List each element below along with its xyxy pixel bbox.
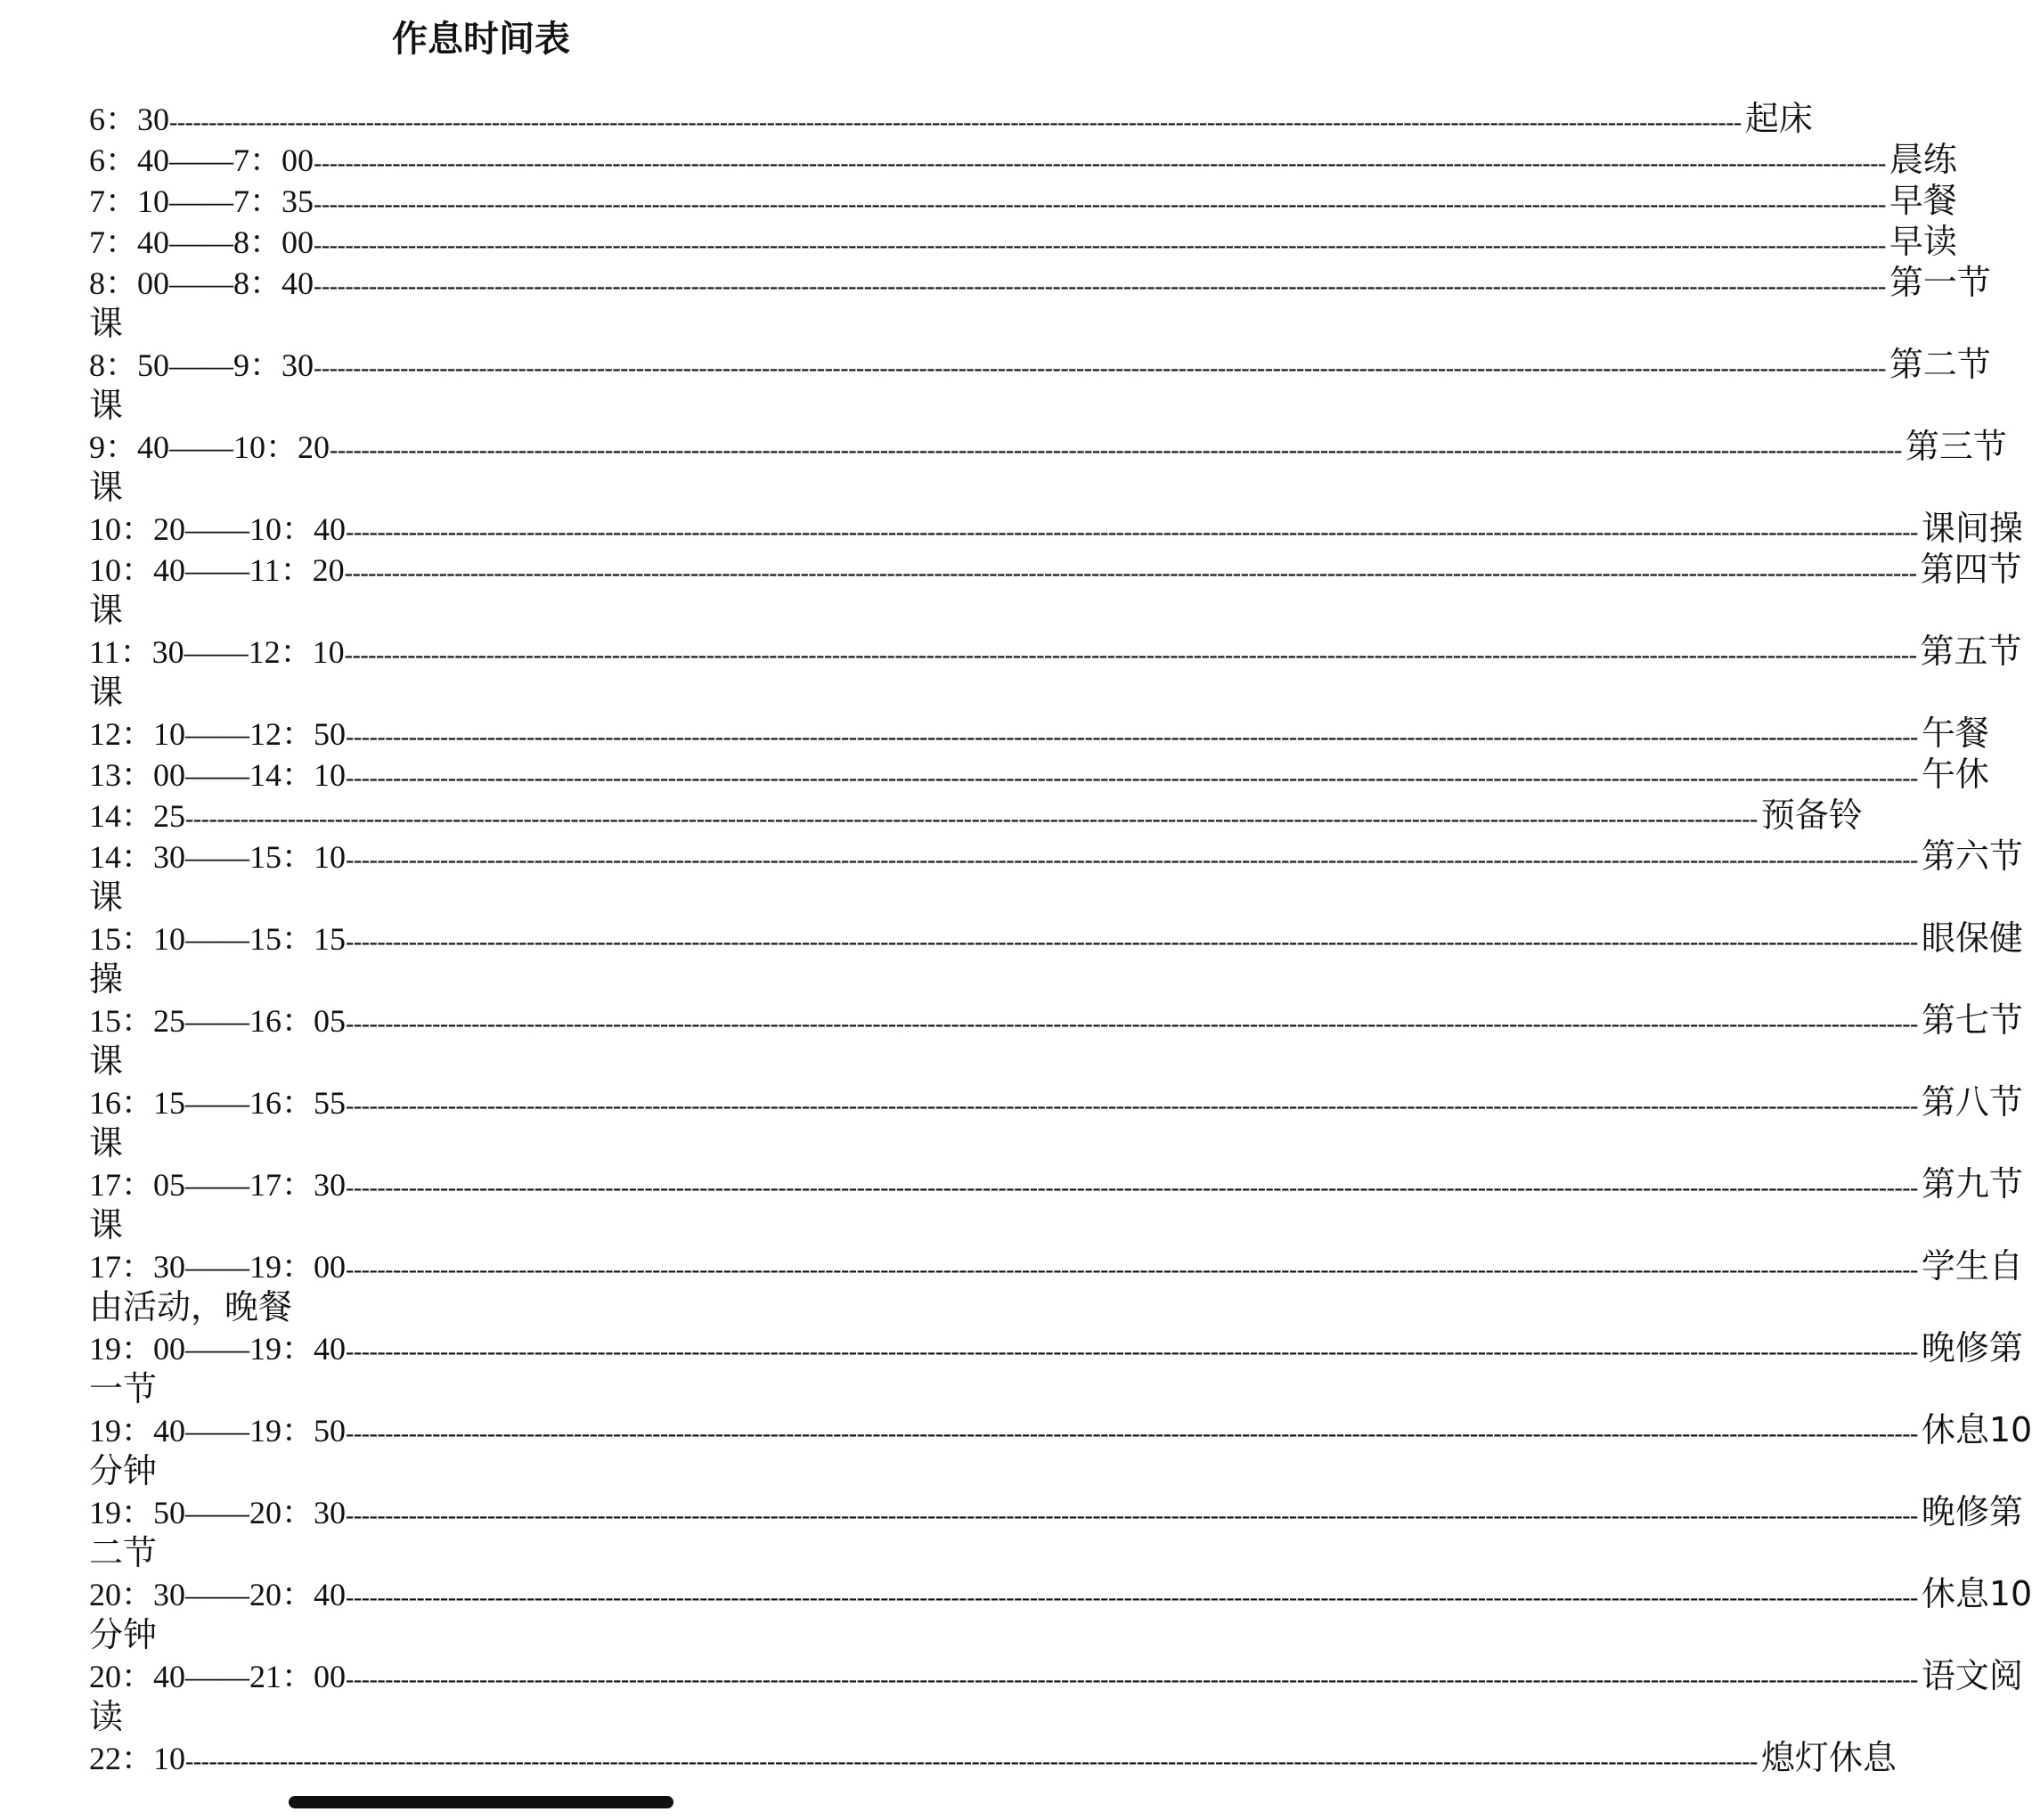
- schedule-row: [89, 1327, 2023, 1409]
- dotted-leader: --------------------------------------------------------------------------------------------------------------------------------------------------------------------------------------------------------: [346, 1420, 1918, 1448]
- schedule-row: [89, 508, 2023, 549]
- schedule-activity: 晚修第: [1921, 1492, 2023, 1531]
- schedule-activity-continued: 课: [89, 1041, 124, 1081]
- schedule-row: [89, 180, 1957, 221]
- schedule-time: 20：30——20：40: [89, 1577, 347, 1612]
- schedule-activity-continued: 由活动，晚餐: [89, 1287, 293, 1326]
- schedule-activity: 第四节: [1920, 550, 2022, 589]
- schedule-activity-continued: 一节: [89, 1369, 158, 1408]
- schedule-time: 7：10——7：35: [89, 184, 314, 219]
- schedule-time: 8：00——8：40: [89, 265, 314, 301]
- schedule-time: 17：05——17：30: [89, 1167, 347, 1203]
- schedule-row: [89, 98, 1813, 139]
- schedule-activity-continued: 课: [89, 386, 124, 425]
- dotted-leader: --------------------------------------------------------------------------------------------------------------------------------------------------------------------------------------------------------: [314, 355, 1886, 382]
- dotted-leader: --------------------------------------------------------------------------------------------------------------------------------------------------------------------------------------------------------: [344, 559, 1917, 587]
- schedule-activity: 休息10: [1921, 1574, 2032, 1613]
- schedule-time: 16：15——16：55: [89, 1085, 347, 1121]
- schedule-time: 19：50——20：30: [89, 1495, 347, 1530]
- schedule-activity: 第三节: [1905, 427, 2007, 466]
- schedule-time: 12：10——12：50: [89, 716, 347, 752]
- schedule-row: [89, 1573, 2032, 1655]
- schedule-time: 15：10——15：15: [89, 921, 347, 957]
- schedule-activity-continued: 课: [89, 1205, 124, 1245]
- schedule-row: [89, 1737, 1897, 1778]
- schedule-time: 11：30——12：10: [89, 634, 345, 670]
- schedule-time: 9：40——10：20: [89, 429, 331, 465]
- schedule-row: [89, 1491, 2023, 1573]
- schedule-activity: 晨练: [1889, 140, 1957, 179]
- schedule-activity-continued: 操: [89, 959, 124, 999]
- schedule-time: 7：40——8：00: [89, 224, 314, 260]
- schedule-time: 14：30——15：10: [89, 839, 347, 875]
- dotted-leader: --------------------------------------------------------------------------------------------------------------------------------------------------------------------------------------------------------: [346, 928, 1918, 956]
- dotted-leader: --------------------------------------------------------------------------------------------------------------------------------------------------------------------------------------------------------: [314, 232, 1886, 259]
- dotted-leader: --------------------------------------------------------------------------------------------------------------------------------------------------------------------------------------------------------: [330, 437, 1902, 464]
- schedule-line: [89, 1409, 2032, 1450]
- schedule-activity: 第七节: [1921, 1000, 2023, 1040]
- schedule-activity-continued: 分钟: [89, 1615, 158, 1654]
- schedule-row: [89, 221, 1957, 262]
- dotted-leader: --------------------------------------------------------------------------------------------------------------------------------------------------------------------------------------------------------: [346, 1338, 1918, 1366]
- schedule-line: [89, 918, 2023, 959]
- schedule-row: [89, 262, 1991, 344]
- schedule-line: [89, 262, 1991, 303]
- schedule-line: [89, 549, 2022, 590]
- schedule-row: [89, 1163, 2023, 1245]
- dotted-leader: --------------------------------------------------------------------------------------------------------------------------------------------------------------------------------------------------------: [346, 764, 1918, 792]
- schedule-row: [89, 1245, 2023, 1327]
- dotted-leader: --------------------------------------------------------------------------------------------------------------------------------------------------------------------------------------------------------: [346, 1502, 1918, 1530]
- schedule-activity: 第六节: [1921, 837, 2023, 876]
- schedule-row: [89, 344, 1991, 426]
- schedule-row: [89, 1409, 2032, 1491]
- schedule-activity-continued: 课: [89, 468, 124, 507]
- home-indicator-bar[interactable]: [289, 1796, 673, 1808]
- schedule-line: [89, 1573, 2032, 1614]
- schedule-line: [89, 180, 1957, 221]
- schedule-activity: 休息10: [1921, 1410, 2032, 1449]
- schedule-line: [89, 426, 2007, 467]
- schedule-activity-continued: 二节: [89, 1533, 158, 1572]
- schedule-row: [89, 795, 1863, 836]
- schedule-row: [89, 426, 2007, 508]
- schedule-time: 10：20——10：40: [89, 511, 347, 547]
- schedule-row: [89, 754, 1989, 795]
- page-title: 作息时间表: [392, 19, 570, 60]
- schedule-row: [89, 918, 2023, 1000]
- schedule-activity: 课间操: [1921, 509, 2023, 548]
- dotted-leader: --------------------------------------------------------------------------------------------------------------------------------------------------------------------------------------------------------: [346, 846, 1918, 874]
- schedule-time: 19：40——19：50: [89, 1413, 347, 1449]
- schedule-time: 6：40——7：00: [89, 143, 314, 178]
- dotted-leader: --------------------------------------------------------------------------------------------------------------------------------------------------------------------------------------------------------: [314, 191, 1886, 218]
- schedule-activity: 午休: [1921, 755, 1989, 794]
- schedule-line: [89, 1737, 1897, 1778]
- schedule-activity: 起床: [1744, 99, 1813, 138]
- schedule-activity-continued: 课: [89, 304, 124, 343]
- schedule-activity: 早餐: [1889, 181, 1957, 220]
- dotted-leader: --------------------------------------------------------------------------------------------------------------------------------------------------------------------------------------------------------: [346, 723, 1918, 751]
- schedule-line: [89, 221, 1957, 262]
- schedule-activity: 眼保健: [1921, 918, 2023, 958]
- schedule-row: [89, 1655, 2023, 1737]
- schedule-time: 17：30——19：00: [89, 1249, 347, 1285]
- dotted-leader: --------------------------------------------------------------------------------------------------------------------------------------------------------------------------------------------------------: [346, 518, 1918, 546]
- schedule-time: 19：00——19：40: [89, 1331, 347, 1367]
- schedule-line: [89, 1327, 2023, 1368]
- schedule-row: [89, 1081, 2023, 1163]
- schedule-row: [89, 139, 1957, 180]
- schedule-activity: 第九节: [1921, 1164, 2023, 1204]
- schedule-row: [89, 713, 1989, 754]
- schedule-time: 13：00——14：10: [89, 757, 347, 793]
- dotted-leader: --------------------------------------------------------------------------------------------------------------------------------------------------------------------------------------------------------: [314, 273, 1886, 300]
- schedule-line: [89, 139, 1957, 180]
- schedule-row: [89, 1000, 2023, 1081]
- schedule-row: [89, 549, 2022, 631]
- schedule-line: [89, 1245, 2023, 1286]
- schedule-line: [89, 713, 1989, 754]
- schedule-activity: 预备铃: [1760, 796, 1863, 835]
- schedule-activity: 语文阅: [1921, 1656, 2023, 1695]
- schedule-line: [89, 631, 2022, 672]
- schedule-line: [89, 98, 1813, 139]
- schedule-line: [89, 508, 2023, 549]
- schedule-activity-continued: 课: [89, 877, 124, 917]
- schedule-line: [89, 754, 1989, 795]
- dotted-leader: --------------------------------------------------------------------------------------------------------------------------------------------------------------------------------------------------------: [185, 1748, 1758, 1775]
- schedule-activity: 第五节: [1920, 632, 2022, 671]
- schedule-line: [89, 836, 2023, 877]
- schedule-line: [89, 344, 1991, 385]
- schedule-time: 8：50——9：30: [89, 347, 314, 383]
- schedule-time: 20：40——21：00: [89, 1659, 347, 1694]
- dotted-leader: --------------------------------------------------------------------------------------------------------------------------------------------------------------------------------------------------------: [314, 150, 1886, 177]
- schedule-time: 15：25——16：05: [89, 1003, 347, 1039]
- schedule-activity: 午餐: [1921, 714, 1989, 753]
- schedule-activity: 早读: [1889, 222, 1957, 261]
- dotted-leader: --------------------------------------------------------------------------------------------------------------------------------------------------------------------------------------------------------: [346, 1010, 1918, 1038]
- schedule-time: 14：25: [89, 798, 186, 834]
- schedule-list: [89, 98, 2032, 1778]
- dotted-leader: --------------------------------------------------------------------------------------------------------------------------------------------------------------------------------------------------------: [185, 805, 1758, 833]
- schedule-activity-continued: 课: [89, 673, 124, 712]
- schedule-time: 22：10: [89, 1741, 186, 1776]
- dotted-leader: --------------------------------------------------------------------------------------------------------------------------------------------------------------------------------------------------------: [346, 1666, 1918, 1693]
- schedule-line: [89, 1163, 2023, 1204]
- schedule-line: [89, 1655, 2023, 1696]
- schedule-line: [89, 1081, 2023, 1122]
- dotted-leader: --------------------------------------------------------------------------------------------------------------------------------------------------------------------------------------------------------: [346, 1174, 1918, 1202]
- schedule-activity-continued: 课: [89, 591, 124, 630]
- schedule-time: 10：40——11：20: [89, 552, 345, 588]
- dotted-leader: --------------------------------------------------------------------------------------------------------------------------------------------------------------------------------------------------------: [344, 641, 1917, 669]
- schedule-time: 6：30: [89, 102, 170, 137]
- dotted-leader: --------------------------------------------------------------------------------------------------------------------------------------------------------------------------------------------------------: [169, 109, 1742, 136]
- schedule-line: [89, 795, 1863, 836]
- schedule-activity-continued: 读: [89, 1697, 124, 1736]
- schedule-activity: 第二节: [1889, 345, 1991, 384]
- dotted-leader: --------------------------------------------------------------------------------------------------------------------------------------------------------------------------------------------------------: [346, 1584, 1918, 1612]
- dotted-leader: --------------------------------------------------------------------------------------------------------------------------------------------------------------------------------------------------------: [346, 1256, 1918, 1284]
- schedule-activity: 第一节: [1889, 263, 1991, 302]
- schedule-line: [89, 1491, 2023, 1532]
- schedule-activity: 熄灯休息: [1760, 1738, 1897, 1777]
- schedule-activity: 晚修第: [1921, 1328, 2023, 1367]
- schedule-activity-continued: 课: [89, 1123, 124, 1163]
- schedule-line: [89, 1000, 2023, 1041]
- dotted-leader: --------------------------------------------------------------------------------------------------------------------------------------------------------------------------------------------------------: [346, 1092, 1918, 1120]
- schedule-activity: 学生自: [1921, 1246, 2023, 1285]
- schedule-activity: 第八节: [1921, 1082, 2023, 1122]
- schedule-row: [89, 631, 2022, 713]
- schedule-row: [89, 836, 2023, 918]
- schedule-activity-continued: 分钟: [89, 1451, 158, 1490]
